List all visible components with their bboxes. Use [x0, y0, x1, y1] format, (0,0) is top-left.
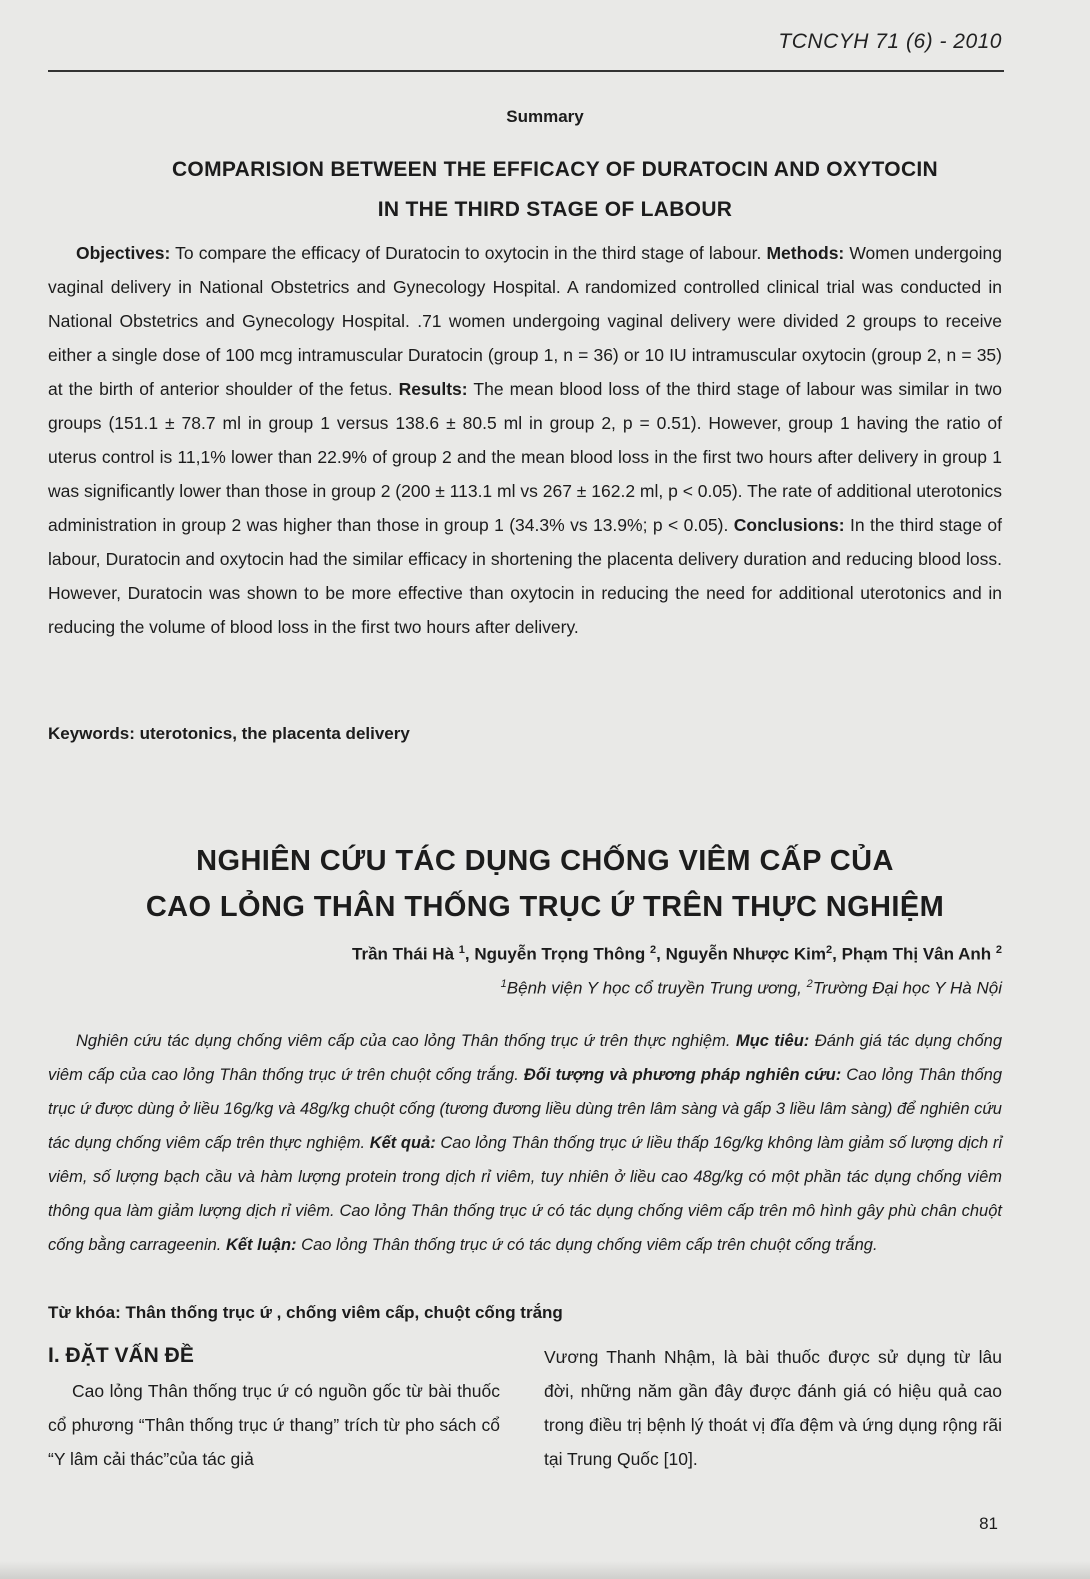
vietnamese-keywords: Từ khóa: Thân thống trục ứ , chống viêm cấp, chuột cống trắng [48, 1303, 563, 1322]
author-name: Trần Thái Hà [352, 944, 455, 964]
article-title-line-1: NGHIÊN CỨU TÁC DỤNG CHỐNG VIÊM CẤP CỦA [196, 845, 894, 877]
english-abstract-paragraph [48, 236, 1002, 644]
author-affiliation-mark: 2 [650, 944, 657, 956]
author-affiliation-mark: 1 [458, 944, 465, 956]
author-affiliation-mark: 2 [995, 944, 1002, 956]
author-name: Nguyễn Trọng Thông [474, 944, 646, 964]
results-label: Results: [398, 379, 468, 399]
body-column-left [48, 1374, 500, 1476]
journal-reference: TCNCYH 71 (6) - 2010 [778, 30, 1002, 53]
results-text: The mean blood loss of the third stage of labour was similar in two groups (151.1 ± 78.7 ml in group 1 versus 138.6 ± 80.5 ml in group 2, p = 0.51). However, group 1 having the ratio of uterus control is 11,1% lower than 22.9% of group 2 and the mean blood loss in the first two hours after delivery in group 1 was significantly lower than those in group 2 (200 ± 113.1 ml vs 267 ± 162.2 ml, p < 0.05). The rate of additional uterotonics administration in group 2 was higher than those in group 1 (34.3% vs 13.9%; p < 0.05). [48, 379, 1002, 535]
affiliation-mark: 2 [806, 978, 813, 990]
article-title-line-2: CAO LỎNG THÂN THỐNG TRỤC Ứ TRÊN THỰC NGHIỆM [145, 891, 945, 923]
english-title-line-2: IN THE THIRD STAGE OF LABOUR [377, 198, 733, 221]
english-keywords: Keywords: uterotonics, the placenta delivery [48, 724, 410, 743]
author-list: Trần Thái Hà $^1$, Nguyễn Trọng Thông $^2$, Nguyễn Nhược Kim$^2$, Phạm Thị Vân Anh $^2$ [352, 944, 1002, 964]
article-title [60, 838, 1030, 930]
affiliation-2: Trường Đại học Y Hà Nội [812, 978, 1002, 998]
vn-conclusion-text: Cao lỏng Thân thống trục ứ có tác dụng chống viêm cấp trên chuột cống trắng. [296, 1236, 878, 1254]
summary-label: Summary [506, 107, 584, 126]
body-paragraph: Cao lỏng Thân thống trục ứ có nguồn gốc từ bài thuốc cổ phương “Thân thống trục ứ thang” trích từ pho sách cổ “Y lâm cải thác”của tác giả [48, 1381, 500, 1469]
english-title [60, 150, 1050, 230]
methods-text: Women undergoing vaginal delivery in National Obstetrics and Gynecology Hospital. A randomized controlled clinical trial was conducted in National Obstetrics and Gynecology Hospital. .71 women undergoing vaginal delivery were divided 2 groups to receive either a single dose of 100 mcg intramuscular Duratocin (group 1, n = 36) or 10 IU intramuscular oxytocin (group 2, n = 35) at the birth of anterior shoulder of the fetus. [48, 243, 1002, 399]
author-name: Phạm Thị Vân Anh [841, 944, 992, 964]
objectives-label: Objectives: [76, 243, 171, 263]
vn-methods-text: Cao lỏng Thân thống trục ứ được dùng ở liều 16g/kg và 48g/kg chuột cống (tương đương liều dùng trên lâm sàng và gấp 3 liều lâm sàng) để nghiên cứu tác dụng chống viêm cấp trên thực nghiệm. [48, 1066, 1003, 1152]
aim-text: Đánh giá tác dụng chống viêm cấp của cao lỏng Thân thống trục ứ trên chuột cống trắng. [48, 1032, 1002, 1084]
abstract-intro: Nghiên cứu tác dụng chống viêm cấp của cao lỏng Thân thống trục ứ trên thực nghiệm. [76, 1032, 736, 1050]
vietnamese-abstract [48, 1024, 1002, 1262]
affiliation-1: Bệnh viện Y học cổ truyền Trung ương, [506, 978, 807, 998]
vn-results-text: Cao lỏng Thân thống trục ứ liều thấp 16g/kg không làm giảm số lượng dịch rỉ viêm, số lượng bạch cầu và hàm lượng protein trong dịch rỉ viêm, tuy nhiên ở liều cao 48g/kg có một phần tác dụng chống viêm thông qua làm giảm lượng dịch rỉ viêm. Cao lỏng Thân thống trục ứ có tác dụng chống viêm cấp trên mô hình gây phù chân chuột cống bằng carrageenin. [48, 1134, 1003, 1254]
scan-edge-shadow [0, 1561, 1090, 1579]
affiliations [501, 978, 1002, 999]
author-name: Nguyễn Nhược Kim [665, 944, 827, 964]
methods-label: Methods: [766, 243, 845, 263]
body-paragraph: Vương Thanh Nhậm, là bài thuốc được sử dụng từ lâu đời, những năm gần đây được đánh giá có hiệu quả cao trong điều trị bệnh lý thoát vị đĩa đệm và ứng dụng rộng rãi tại Trung Quốc [10]. [544, 1347, 1002, 1469]
page-number: 81 [979, 1514, 998, 1533]
section-heading-introduction: I. ĐẶT VẤN ĐỀ [48, 1344, 194, 1367]
english-title-line-1: COMPARISION BETWEEN THE EFFICACY OF DURATOCIN AND OXYTOCIN [171, 158, 939, 181]
objectives-text: To compare the efficacy of Duratocin to oxytocin in the third stage of labour. [170, 243, 767, 263]
aim-label: Mục tiêu: [735, 1032, 810, 1050]
conclusions-text: In the third stage of labour, Duratocin and oxytocin had the similar efficacy in shortening the placenta delivery duration and reducing blood loss. However, Duratocin was shown to be more effective than oxytocin in reducing the need for additional uterotonics and in reducing the volume of blood loss in the first two hours after delivery. [48, 515, 1002, 637]
english-abstract [48, 236, 1002, 644]
author-affiliation-mark: 2 [826, 944, 833, 956]
header-rule [48, 70, 1004, 72]
vn-results-label: Kết quả: [369, 1134, 436, 1152]
body-column-right [544, 1340, 1002, 1476]
conclusions-label: Conclusions: [733, 515, 845, 535]
vn-methods-label: Đối tượng và phương pháp nghiên cứu: [523, 1066, 842, 1084]
vn-conclusion-label: Kết luận: [225, 1236, 297, 1254]
vietnamese-abstract-paragraph [48, 1024, 1002, 1262]
affiliation-mark: 1 [500, 978, 507, 990]
